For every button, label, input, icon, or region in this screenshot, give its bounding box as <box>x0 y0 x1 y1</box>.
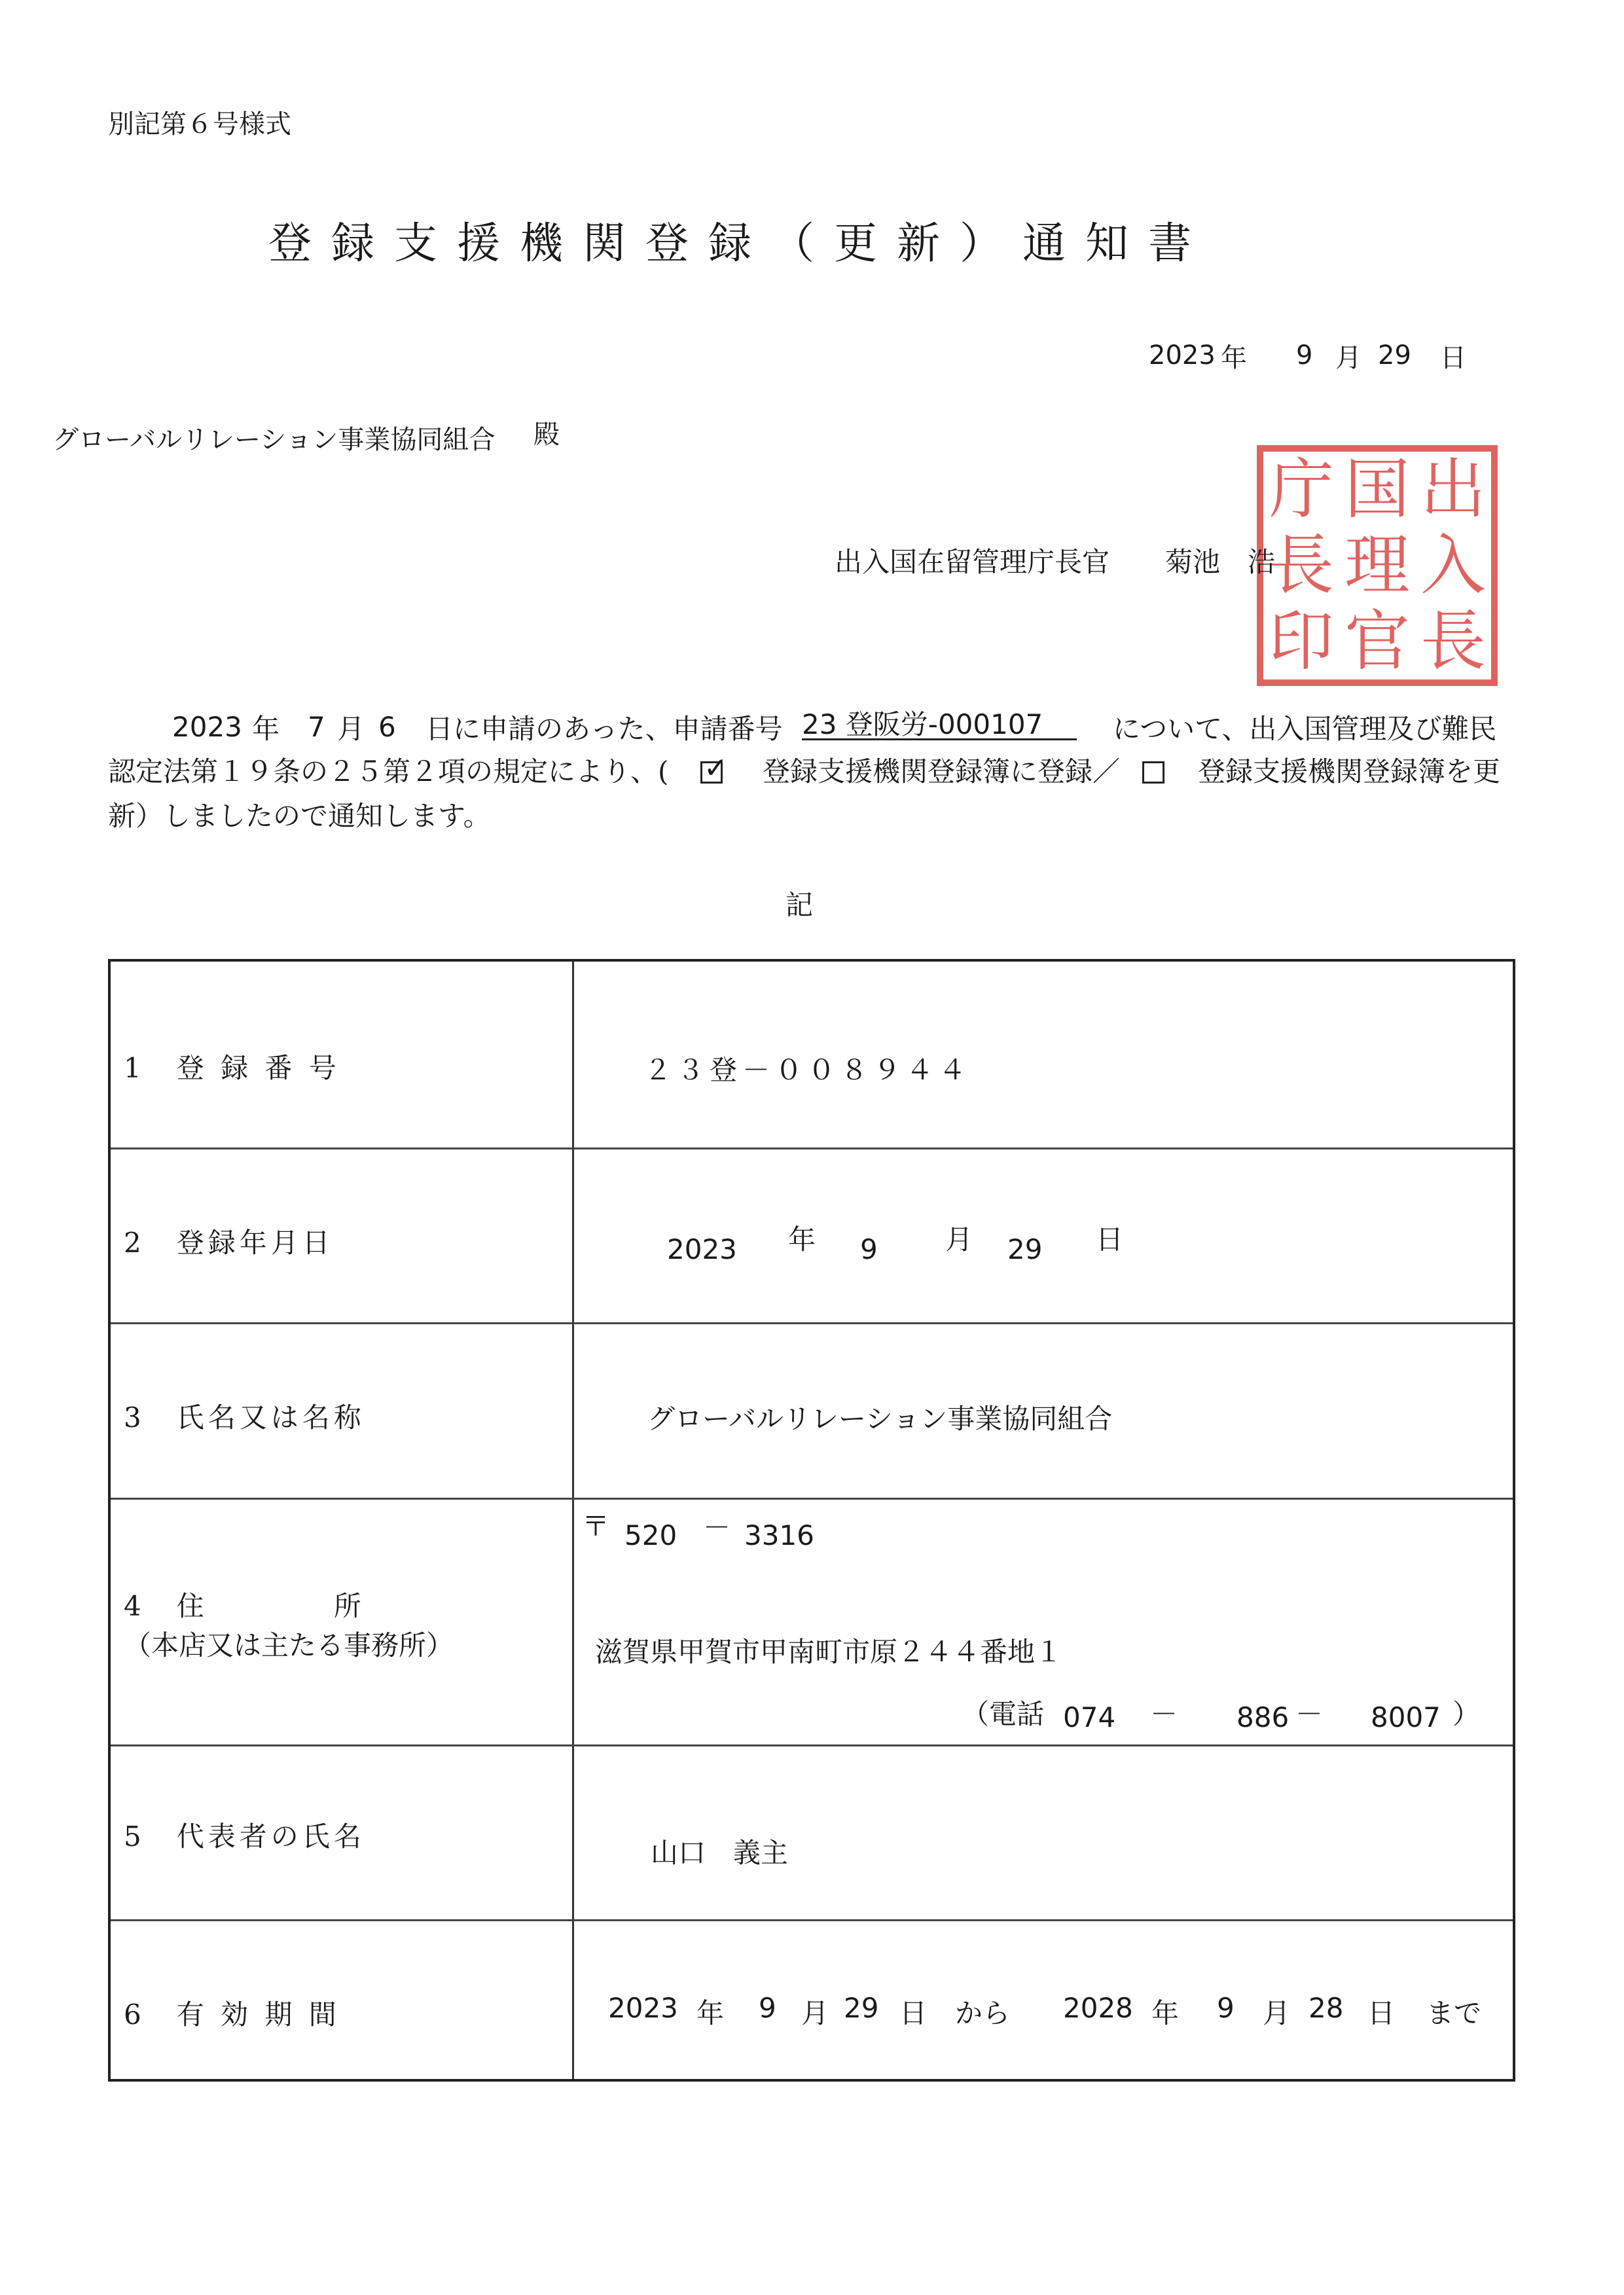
issue-date-year: 2023 <box>1149 340 1216 370</box>
label-validity-period: 6 有 効 期 間 <box>124 1998 340 2031</box>
valid-to-day: 28 <box>1308 1992 1344 2024</box>
document-title: 登録支援機関登録（更新）通知書 <box>268 218 1211 268</box>
valid-from-year: 2023 <box>608 1992 678 2024</box>
tel-dash-1: － <box>1150 1698 1178 1730</box>
table-row-address <box>111 1500 1513 1746</box>
issue-date-year-unit: 年 <box>1221 343 1247 373</box>
valid-to-year-unit: 年 <box>1151 1997 1180 2029</box>
postal-code-2: 3316 <box>744 1519 814 1551</box>
label-address-sub: （本店又は主たる事務所） <box>124 1629 454 1661</box>
seal-char: 庁 <box>1269 451 1334 528</box>
seal-char: 印 <box>1269 603 1334 679</box>
ki-heading: 記 <box>785 889 814 921</box>
postal-mark: 〒 <box>582 1510 610 1542</box>
valid-to-year: 2028 <box>1063 1992 1133 2024</box>
seal-char: 国 <box>1344 451 1410 528</box>
label-address: 4 住 所 <box>124 1590 365 1622</box>
postal-dash: － <box>703 1511 731 1544</box>
label-representative: 5 代表者の氏名 <box>124 1820 365 1852</box>
value-representative: 山口 義主 <box>651 1837 789 1869</box>
application-number-field <box>802 708 1077 740</box>
table-row-validity-period <box>111 1921 1513 2082</box>
tel-label: （電話 <box>962 1698 1045 1730</box>
valid-from-word: から <box>955 1997 1011 2029</box>
value-name: グローバルリレーション事業協同組合 <box>647 1403 1113 1435</box>
valid-to-word: まで <box>1426 1997 1482 2029</box>
valid-from-month-unit: 月 <box>801 1997 829 2029</box>
issue-date-month: 9 <box>1296 340 1313 370</box>
addressee-suffix: 殿 <box>533 420 560 450</box>
value-registration-day: 29 <box>1007 1233 1043 1265</box>
table-row-registration-date <box>111 1149 1513 1324</box>
valid-from-month: 9 <box>759 1992 776 2024</box>
body-line1-tail: について、出入国管理及び難民 <box>1113 713 1497 745</box>
issue-date-day-unit: 日 <box>1440 343 1466 373</box>
table-row-representative <box>111 1746 1513 1921</box>
checkbox-register <box>700 758 723 786</box>
label-registration-date: 2 登録年月日 <box>124 1227 334 1259</box>
tel-part-1: 074 <box>1063 1701 1116 1733</box>
issuer-title: 出入国在留管理庁長官 <box>835 546 1110 578</box>
value-registration-month: 9 <box>860 1233 878 1265</box>
value-registration-year-unit: 年 <box>788 1223 816 1256</box>
value-registration-year: 2023 <box>667 1233 737 1265</box>
valid-to-day-unit: 日 <box>1367 1997 1396 2029</box>
seal-char: 理 <box>1344 527 1410 604</box>
application-day-text: 日に申請のあった、申請番号 <box>425 713 783 745</box>
issue-date-month-unit: 月 <box>1335 343 1362 373</box>
seal-char: 長 <box>1420 603 1486 679</box>
label-registration-number: 1 登 録 番 号 <box>124 1052 340 1084</box>
official-seal <box>1257 445 1498 686</box>
body-line2-head: 認定法第１９条の２５第２項の規定により、( <box>108 755 669 787</box>
seal-char: 官 <box>1344 603 1410 679</box>
valid-from-year-unit: 年 <box>696 1997 725 2029</box>
tel-part-3: 8007 <box>1371 1701 1441 1733</box>
valid-to-month: 9 <box>1217 1992 1235 2024</box>
seal-char: 出 <box>1420 451 1486 528</box>
application-number: 23 登阪労-000107 <box>802 711 1077 740</box>
application-day: 6 <box>378 711 396 743</box>
table-row-registration-number <box>111 962 1513 1149</box>
addressee: グローバルリレーション事業協同組合 <box>52 425 496 455</box>
valid-to-month-unit: 月 <box>1263 1997 1291 2029</box>
value-registration-number: ２３登－００８９４４ <box>644 1054 972 1086</box>
valid-from-day: 29 <box>844 1992 879 2024</box>
value-registration-month-unit: 月 <box>945 1223 973 1256</box>
tel-dash-2: － <box>1295 1698 1324 1730</box>
application-month-unit: 月 <box>337 713 365 745</box>
option-register: 登録支援機関登録簿に登録／ <box>763 755 1121 787</box>
seal-char: 入 <box>1420 527 1486 604</box>
body-line3: 新）しましたので通知します。 <box>108 800 491 832</box>
registration-details-table <box>108 959 1515 2082</box>
application-year-unit: 年 <box>252 713 280 745</box>
value-address: 滋賀県甲賀市甲南町市原２４４番地１ <box>595 1636 1063 1668</box>
tel-part-2: 886 <box>1236 1701 1290 1733</box>
checkbox-renew <box>1142 758 1164 786</box>
issue-date-day: 29 <box>1378 340 1411 370</box>
form-number: 別記第６号様式 <box>108 109 291 139</box>
option-renew: 登録支援機関登録簿を更 <box>1198 755 1501 787</box>
tel-close: ） <box>1453 1698 1481 1730</box>
label-name: 3 氏名又は名称 <box>124 1401 365 1434</box>
seal-char: 長 <box>1269 527 1334 604</box>
table-row-name <box>111 1324 1513 1500</box>
value-registration-day-unit: 日 <box>1096 1223 1124 1256</box>
postal-code-1: 520 <box>624 1519 677 1551</box>
application-month: 7 <box>308 711 325 743</box>
application-year: 2023 <box>172 711 242 743</box>
valid-from-day-unit: 日 <box>899 1997 928 2029</box>
issuer-name: 菊池 浩 <box>1165 546 1276 578</box>
